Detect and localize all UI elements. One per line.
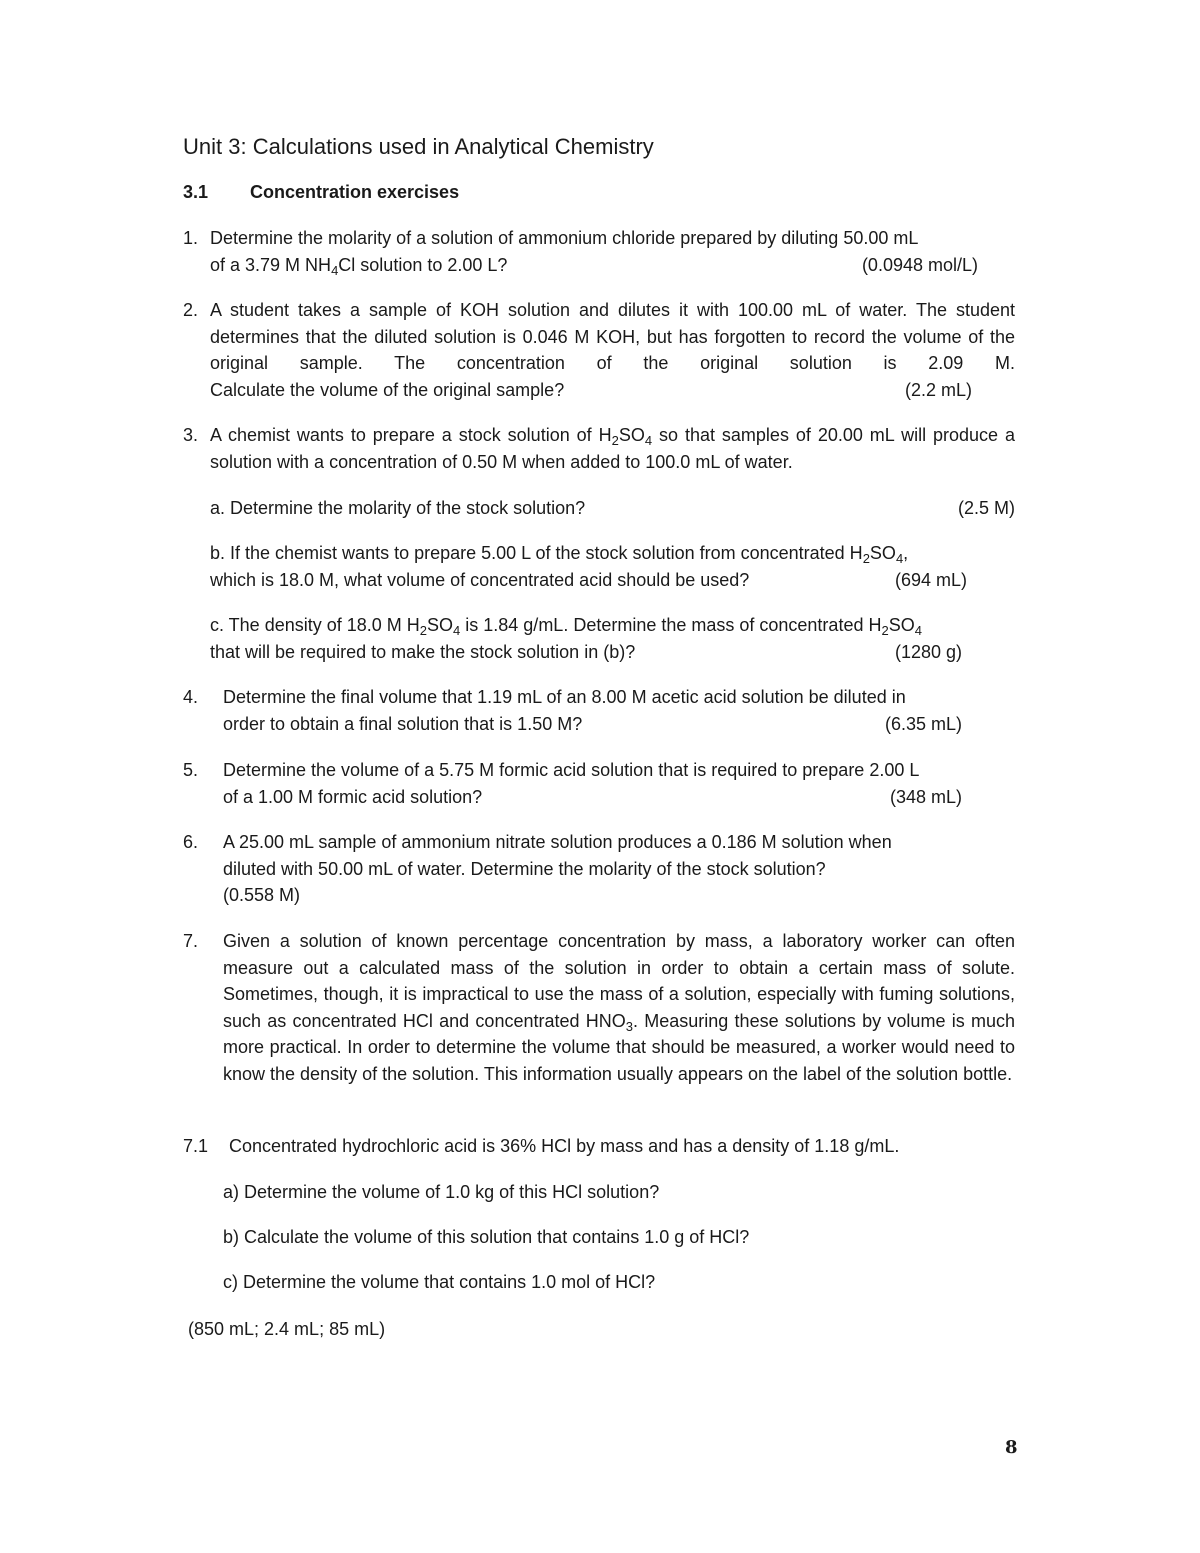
question-3c-line1: c. The density of 18.0 M $H_2SO_4$ is 1.84 g/mL. Determine the mass of concentrated $H_2SO_4$	[210, 615, 922, 638]
question-3c-line2: that will be required to make the stock solution in (b)?	[210, 641, 636, 662]
section-heading	[183, 180, 459, 204]
question-6-answer: (0.558 M)	[223, 885, 301, 906]
question-7-1c: c) Determine the volume that contains 1.0 mol of HCl?	[223, 1272, 656, 1292]
question-2	[183, 297, 1015, 403]
question-7-1-text: Concentrated hydrochloric acid is 36% HCl by mass and has a density of 1.18 g/mL.	[229, 1136, 900, 1156]
question-4	[183, 684, 1015, 737]
question-2-last-line: Calculate the volume of the original sample?	[210, 379, 565, 400]
question-3b-line1: b. If the chemist wants to prepare 5.00 L of the stock solution from concentrated $H_2SO_4$,	[210, 543, 909, 566]
question-1-answer: (0.0948 mol/L)	[861, 254, 978, 275]
section-number: 3.1	[183, 182, 209, 202]
question-6	[183, 829, 1015, 909]
question-6-line2: diluted with 50.00 mL of water. Determine the molarity of the stock solution?	[223, 858, 826, 879]
question-1-line1: Determine the molarity of a solution of ammonium chloride prepared by diluting 50.00 mL	[210, 228, 919, 248]
question-3b-answer: (694 mL)	[894, 569, 967, 590]
question-3b	[210, 540, 1015, 593]
question-6-line1: A 25.00 mL sample of ammonium nitrate solution produces a 0.186 M solution when	[223, 832, 892, 852]
question-3a-answer: (2.5 M)	[957, 498, 1015, 518]
question-3c-answer: (1280 g)	[894, 641, 962, 662]
question-4-line2: order to obtain a final solution that is 1.50 M?	[223, 713, 583, 734]
question-2-text: A student takes a sample of KOH solution and dilutes it with 100.00 mL of water. The student determines that the diluted solution is 0.046 M KOH, but has forgotten to record the volume of the original sample. The concentration of the original solution is 2.09 M.	[210, 300, 1015, 374]
question-6-number: 6.	[183, 832, 199, 852]
question-3	[183, 422, 1016, 475]
page-number: 8	[1005, 1437, 1018, 1458]
question-3a	[210, 495, 1015, 522]
question-3a-text: a. Determine the molarity of the stock solution?	[210, 498, 586, 518]
question-2-number: 2.	[183, 300, 199, 320]
question-7-1b: b) Calculate the volume of this solution that contains 1.0 g of HCl?	[223, 1227, 750, 1247]
question-3c	[210, 612, 1015, 665]
question-7-text: Given a solution of known percentage concentration by mass, a laboratory worker can often measure out a calculated mass of the solution in order to obtain a certain mass of solute. Sometimes, though, it is impractical to use the mass of a solution, especially with fuming solutions, such as concentrated HCl and concentrated $HNO_3$. Measuring these solutions by volume is much more practical. In order to determine the volume that should be measured, a worker would need to know the density of the solution. This information usually appears on the label of the solution bottle.	[223, 931, 1015, 1084]
question-7-1-number: 7.1	[183, 1136, 209, 1156]
question-4-answer: (6.35 mL)	[884, 713, 962, 734]
question-4-line1: Determine the final volume that 1.19 mL of an 8.00 M acetic acid solution be diluted in	[223, 687, 906, 707]
question-1	[183, 225, 1015, 278]
question-5-answer: (348 mL)	[889, 786, 962, 807]
question-5-number: 5.	[183, 760, 199, 780]
question-7-number: 7.	[183, 931, 199, 951]
question-5-line1: Determine the volume of a 5.75 M formic acid solution that is required to prepare 2.00 L	[223, 760, 920, 780]
question-7	[183, 928, 1015, 1088]
question-7-1a: a) Determine the volume of 1.0 kg of this HCl solution?	[223, 1182, 660, 1202]
question-7-1-answer: (850 mL; 2.4 mL; 85 mL)	[188, 1319, 386, 1339]
question-7-1	[183, 1133, 1015, 1160]
unit-title: Unit 3: Calculations used in Analytical Chemistry	[183, 134, 654, 159]
question-3-text: A chemist wants to prepare a stock solution of $H_2SO_4$ so that samples of 20.00 mL will produce a solution with a concentration of 0.50 M when added to 100.0 mL of water.	[210, 425, 1016, 472]
question-3b-line2: which is 18.0 M, what volume of concentrated acid should be used?	[210, 569, 750, 590]
question-5-line2: of a 1.00 M formic acid solution?	[223, 786, 483, 807]
question-4-number: 4.	[183, 687, 199, 707]
question-1-number: 1.	[183, 228, 199, 248]
question-2-answer: (2.2 mL)	[904, 379, 972, 400]
question-1-line2: of a 3.79 M $NH_4Cl$ solution to 2.00 L?	[210, 254, 508, 278]
question-5	[183, 757, 1015, 810]
question-3-number: 3.	[183, 425, 199, 445]
section-title: Concentration exercises	[250, 182, 460, 202]
